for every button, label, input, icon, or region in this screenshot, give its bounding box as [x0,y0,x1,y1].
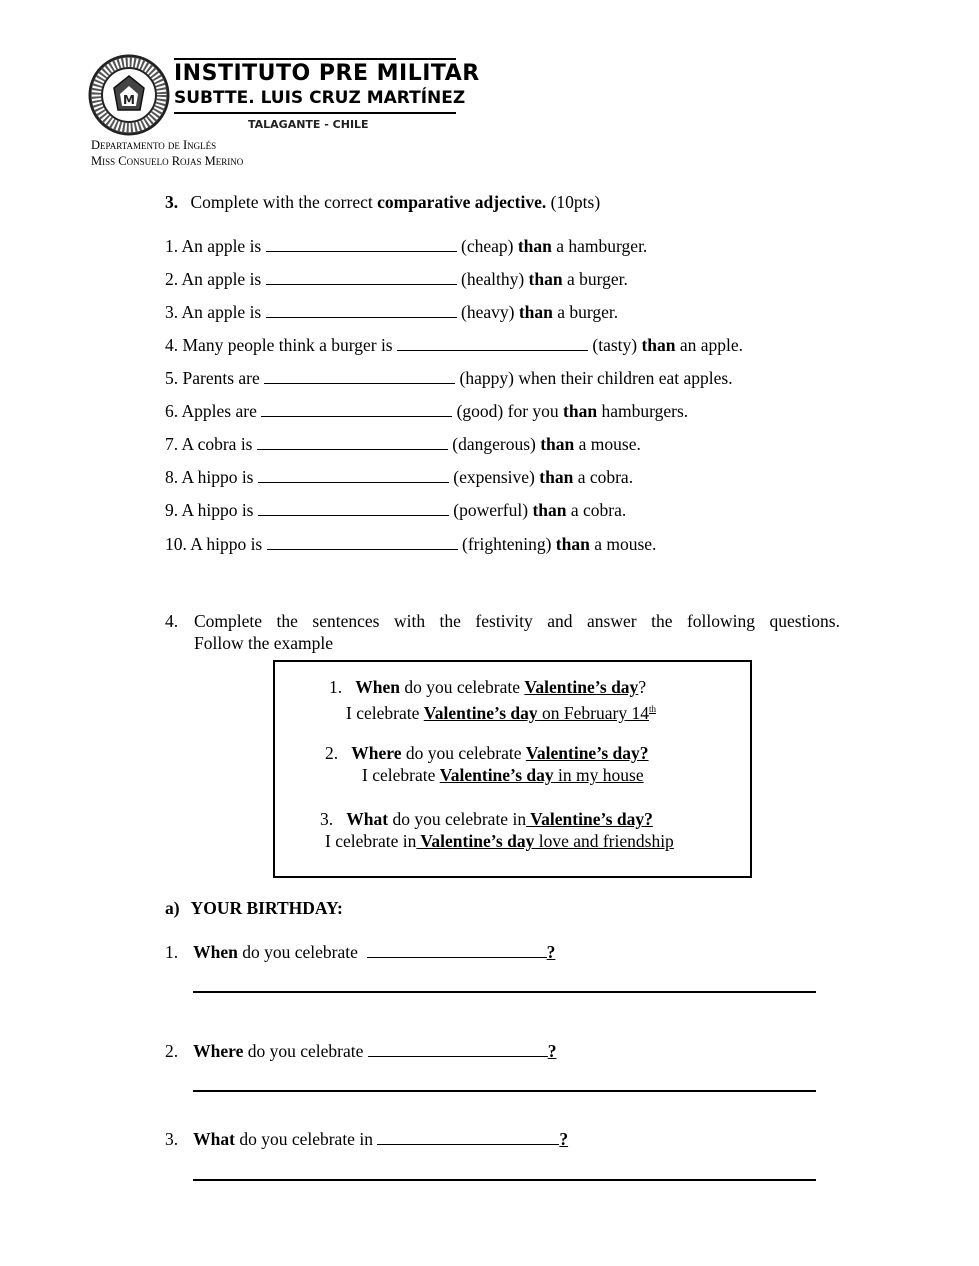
example-answer-3: I celebrate in Valentine’s day love and friendship [325,831,674,851]
example-question-3: 3. What do you celebrate in Valentine’s day? [320,809,653,829]
institute-name: INSTITUTO PRE MILITAR [174,61,480,86]
festivity-blank[interactable] [377,1130,559,1145]
answer-blank[interactable] [258,501,449,516]
institute-seal-icon [88,54,170,136]
answer-blank[interactable] [266,270,457,285]
birthday-question-1: 1. When do you celebrate ? [165,942,556,962]
section3-heading [165,191,600,213]
example-question-1: 1. When do you celebrate Valentine’s day? [329,677,647,697]
answer-blank[interactable] [266,303,457,318]
answer-blank[interactable] [267,535,458,550]
answer-blank[interactable] [264,369,455,384]
example-answer-2: I celebrate Valentine’s day in my house [362,765,644,785]
svg-text:M: M [123,93,135,107]
exercise3-item: 6. Apples are (good) for you than hamburgers. [165,401,689,421]
answer-blank[interactable] [397,336,588,351]
section4-instruction-line2: Follow the example [194,633,334,653]
section3-points: (10pts) [546,192,601,212]
logo-rule-bottom [174,112,456,114]
logo-rule-top [174,58,456,60]
institute-logo [88,54,480,138]
part-a-title: YOUR BIRTHDAY: [190,898,343,918]
teacher-name: Miss Consuelo Rojas Merino [91,154,244,168]
exercise3-item: 8. A hippo is (expensive) than a cobra. [165,467,634,487]
exercise3-item: 9. A hippo is (powerful) than a cobra. [165,500,627,520]
birthday-question-3: 3. What do you celebrate in ? [165,1129,569,1149]
section4-number: 4. [165,611,179,631]
exercise3-item: 1. An apple is (cheap) than a hamburger. [165,236,648,256]
answer-line[interactable] [193,1179,816,1181]
answer-blank[interactable] [261,402,452,417]
answer-line[interactable] [193,1090,816,1092]
part-a-heading: a) YOUR BIRTHDAY: [165,898,343,918]
answer-blank[interactable] [257,435,448,450]
answer-blank[interactable] [266,237,457,252]
department-name: Departamento de Inglés [91,138,217,152]
section3-instruction: Complete with the correct [190,192,378,212]
exercise3-item: 7. A cobra is (dangerous) than a mouse. [165,434,641,454]
section3-instruction-bold: comparative adjective. [377,192,547,212]
example-question-2: 2. Where do you celebrate Valentine’s day? [325,743,649,763]
festivity-blank[interactable] [368,1042,548,1057]
institute-city: TALAGANTE - CHILE [248,118,369,131]
section3-number: 3. [165,192,179,212]
answer-line[interactable] [193,991,816,993]
department-block [91,137,243,169]
exercise3-item: 5. Parents are (happy) when their children eat apples. [165,368,733,388]
exercise3-item: 4. Many people think a burger is (tasty) than an apple. [165,335,744,355]
exercise3-item: 3. An apple is (heavy) than a burger. [165,302,619,322]
section4-instruction-line1: Complete the sentences with the festivity and answer the following questions. [194,611,840,631]
exercise3-item: 10. A hippo is (frightening) than a mouse. [165,534,657,554]
answer-blank[interactable] [258,468,449,483]
exercise3-item: 2. An apple is (healthy) than a burger. [165,269,628,289]
birthday-question-2: 2. Where do you celebrate ? [165,1041,557,1061]
festivity-blank[interactable] [367,943,547,958]
example-answer-1: I celebrate Valentine’s day on February 14th [346,702,656,723]
institute-subtitle: SUBTTE. LUIS CRUZ MARTÍNEZ [174,88,466,108]
